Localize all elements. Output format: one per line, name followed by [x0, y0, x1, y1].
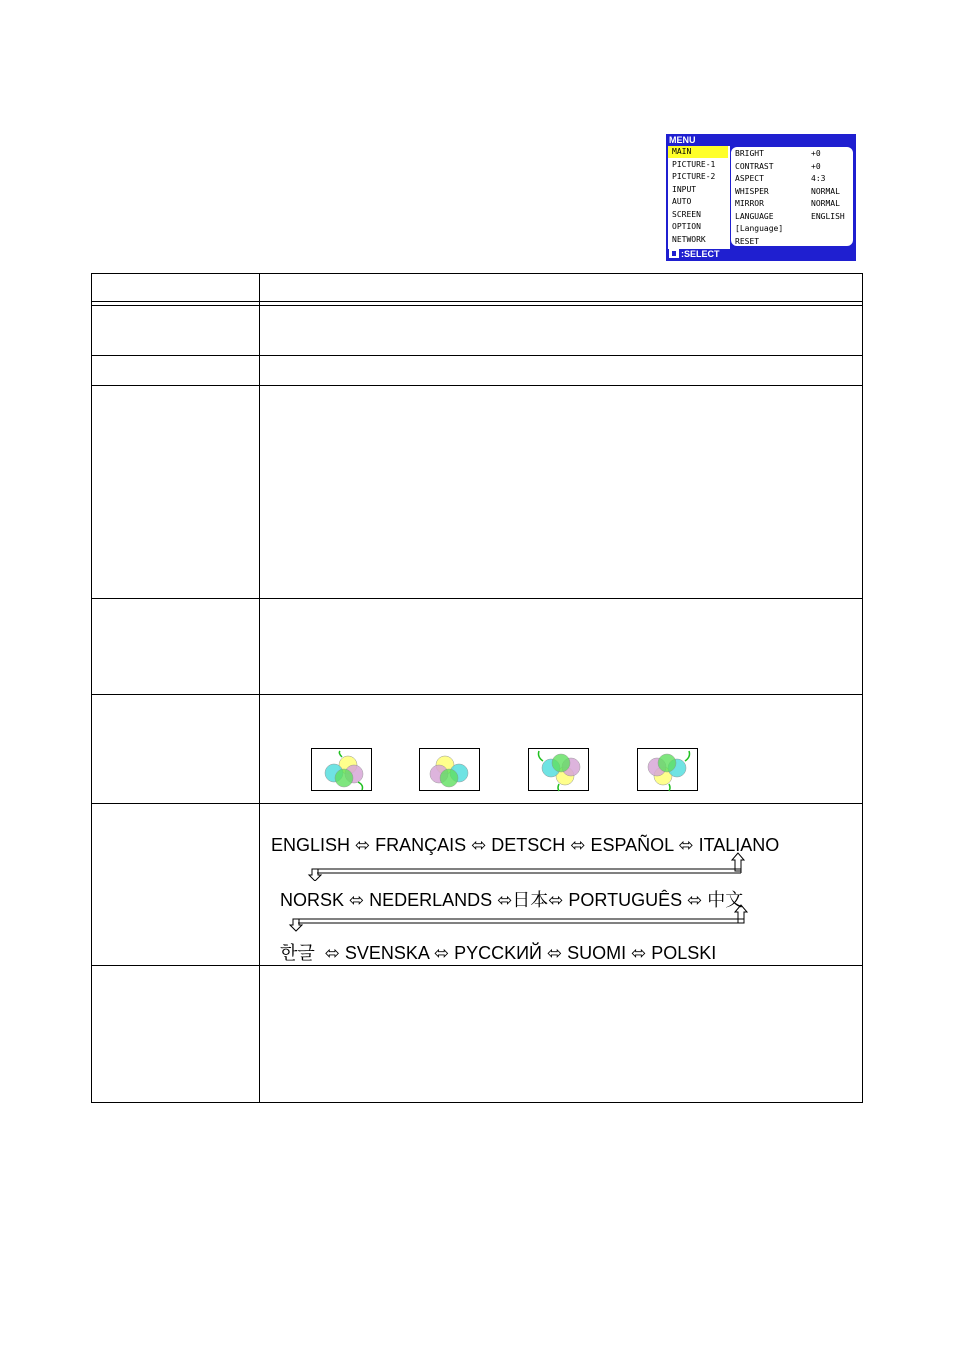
osd-menu-footer — [669, 248, 720, 261]
osd-menu-item-picture-1: PICTURE-1 — [672, 159, 716, 169]
table-rule — [91, 273, 92, 1103]
table-rule — [91, 965, 863, 966]
osd-row-label: RESET — [735, 236, 760, 246]
osd-row-value: NORMAL — [811, 186, 840, 196]
osd-row-label: BRIGHT — [735, 149, 764, 158]
table-rule — [91, 694, 863, 695]
separator-icon: ⬄ — [433, 943, 450, 963]
table-rule — [91, 305, 863, 306]
osd-menu-title: MENU — [669, 135, 696, 145]
osd-row-label: WHISPER — [735, 186, 769, 196]
osd-menu-item-option: OPTION — [672, 222, 701, 231]
language-norsk: NORSK — [280, 890, 345, 910]
separator-icon: ⬄ — [678, 835, 694, 855]
osd-row-label: MIRROR — [735, 199, 764, 208]
osd-row-label: LANGUAGE — [735, 211, 774, 221]
separator-icon: ⬄ — [349, 890, 365, 910]
osd-menu-thumbnail — [666, 134, 856, 261]
mirror-hv-invert-image — [637, 748, 698, 791]
language-svenska: SVENSKA — [344, 943, 429, 963]
osd-row-label: CONTRAST — [735, 161, 774, 171]
osd-menu-item-input: INPUT — [672, 184, 697, 194]
osd-menu-item-network: NETWORK — [672, 234, 706, 244]
osd-row-label: [Language] — [735, 224, 784, 233]
table-rule — [91, 803, 863, 804]
osd-menu-item-auto: AUTO — [672, 197, 692, 206]
osd-footer-text: :SELECT — [681, 249, 720, 259]
table-rule — [862, 273, 863, 1103]
language-nederlands: NEDERLANDS — [369, 890, 493, 910]
separator-icon: ⬄ — [687, 890, 703, 910]
table-rule — [91, 598, 863, 599]
language-row-3 — [280, 939, 716, 965]
osd-row-value: 4:3 — [811, 174, 826, 183]
language-japanese: 日本 — [512, 890, 549, 910]
osd-row-label: ASPECT — [735, 174, 764, 183]
osd-menu-item-screen: SCREEN — [672, 209, 701, 219]
language-chinese: 中文 — [707, 890, 744, 910]
osd-menu-panel — [730, 146, 854, 247]
settings-table — [91, 273, 863, 1103]
osd-row-value: +0 — [811, 149, 821, 158]
table-rule — [259, 273, 260, 1103]
language-polski: POLSKI — [651, 943, 717, 963]
language-russian: PYCCKИЙ — [454, 943, 542, 963]
osd-row-value: +0 — [811, 161, 821, 171]
separator-icon: ⬄ — [471, 835, 487, 855]
language-korean: 한글 — [280, 943, 315, 963]
separator-icon: ⬄ — [497, 890, 513, 910]
select-icon — [669, 249, 679, 258]
table-rule — [91, 385, 863, 386]
table-rule — [91, 273, 863, 274]
language-portugues: PORTUGUÊS — [568, 890, 683, 910]
language-espanol: ESPAÑOL — [590, 835, 674, 855]
osd-menu-item-picture-2: PICTURE-2 — [672, 172, 716, 181]
osd-row-value: ENGLISH — [811, 211, 845, 221]
mirror-normal-image — [311, 748, 372, 791]
separator-icon: ⬄ — [546, 943, 563, 963]
wrap-arrow-icon — [305, 851, 755, 881]
mirror-h-invert-image — [419, 748, 480, 791]
language-italiano: ITALIANO — [698, 835, 780, 855]
separator-icon: ⬄ — [631, 943, 647, 963]
osd-row-value: NORMAL — [811, 199, 840, 208]
table-rule — [91, 1102, 863, 1103]
language-detsch: DETSCH — [491, 835, 566, 855]
language-english: ENGLISH — [271, 835, 351, 855]
language-francais: FRANÇAIS — [375, 835, 467, 855]
separator-icon: ⬄ — [355, 835, 371, 855]
osd-menu-sidebar — [668, 146, 730, 249]
table-rule — [91, 355, 863, 356]
mirror-v-invert-image — [528, 748, 589, 791]
separator-icon: ⬄ — [570, 835, 586, 855]
separator-icon: ⬄ — [548, 890, 564, 910]
language-suomi: SUOMI — [567, 943, 627, 963]
wrap-arrow-icon — [288, 903, 748, 933]
separator-icon: ⬄ — [324, 943, 340, 963]
osd-menu-item-main: MAIN — [668, 146, 728, 158]
table-rule — [91, 301, 863, 302]
